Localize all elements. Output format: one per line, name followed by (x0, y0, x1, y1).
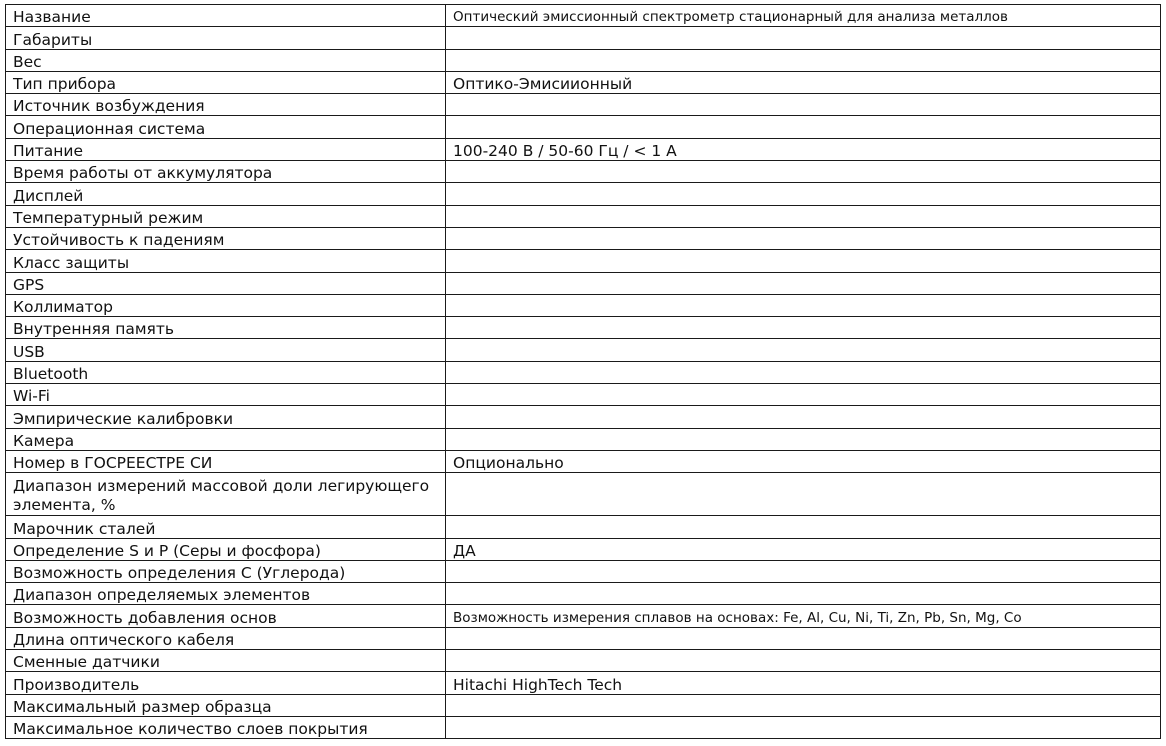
row-label: Возможность определения С (Углерода) (6, 560, 446, 582)
row-value (446, 161, 1161, 183)
row-value (446, 516, 1161, 538)
row-label: GPS (6, 272, 446, 294)
table-row (6, 294, 1161, 316)
table-row (6, 71, 1161, 93)
row-label: Название (6, 5, 446, 27)
row-value: Опционально (446, 450, 1161, 472)
table-row (6, 183, 1161, 205)
row-value (446, 49, 1161, 71)
table-row (6, 473, 1161, 516)
row-value: Оптико-Эмисиионный (446, 71, 1161, 93)
table-row (6, 450, 1161, 472)
row-label: Bluetooth (6, 361, 446, 383)
table-row (6, 161, 1161, 183)
table-row (6, 627, 1161, 649)
row-value (446, 339, 1161, 361)
table-row (6, 672, 1161, 694)
table-row (6, 650, 1161, 672)
row-value: Возможность измерения сплавов на основах: Fe, Al, Cu, Ni, Ti, Zn, Pb, Sn, Mg, Co (446, 605, 1161, 627)
row-label: Сменные датчики (6, 650, 446, 672)
table-row (6, 428, 1161, 450)
row-label: Габариты (6, 27, 446, 49)
table-row (6, 538, 1161, 560)
row-value (446, 205, 1161, 227)
row-value (446, 27, 1161, 49)
row-label: Внутренняя память (6, 317, 446, 339)
row-label: Вес (6, 49, 446, 71)
row-label: Устойчивость к падениям (6, 227, 446, 249)
row-label: Дисплей (6, 183, 446, 205)
row-value (446, 116, 1161, 138)
row-value (446, 183, 1161, 205)
row-label: Определение S и P (Серы и фосфора) (6, 538, 446, 560)
table-row (6, 317, 1161, 339)
row-label: USB (6, 339, 446, 361)
table-row (6, 716, 1161, 738)
row-value (446, 406, 1161, 428)
row-value (446, 94, 1161, 116)
table-row (6, 138, 1161, 160)
table-row (6, 361, 1161, 383)
table-row (6, 116, 1161, 138)
table-row (6, 94, 1161, 116)
row-value (446, 428, 1161, 450)
row-value (446, 361, 1161, 383)
row-value (446, 384, 1161, 406)
row-value (446, 627, 1161, 649)
table-row (6, 5, 1161, 27)
row-value (446, 583, 1161, 605)
row-value (446, 250, 1161, 272)
row-value (446, 694, 1161, 716)
row-label: Максимальный размер образца (6, 694, 446, 716)
row-label: Диапазон определяемых элементов (6, 583, 446, 605)
row-value (446, 227, 1161, 249)
table-row (6, 694, 1161, 716)
row-label: Температурный режим (6, 205, 446, 227)
table-row (6, 560, 1161, 582)
table-row (6, 250, 1161, 272)
table-row (6, 227, 1161, 249)
row-label: Камера (6, 428, 446, 450)
row-label: Номер в ГОСРЕЕСТРЕ СИ (6, 450, 446, 472)
row-label: Эмпирические калибровки (6, 406, 446, 428)
row-value: Hitachi HighTech Tech (446, 672, 1161, 694)
table-row (6, 583, 1161, 605)
spec-sheet (5, 4, 1161, 739)
row-value: 100-240 В / 50-60 Гц / < 1 А (446, 138, 1161, 160)
row-value (446, 294, 1161, 316)
row-value (446, 650, 1161, 672)
row-label: Источник возбуждения (6, 94, 446, 116)
specifications-table (5, 4, 1161, 739)
row-value (446, 716, 1161, 738)
table-row (6, 339, 1161, 361)
table-row (6, 27, 1161, 49)
row-value (446, 272, 1161, 294)
row-value: ДА (446, 538, 1161, 560)
table-row (6, 605, 1161, 627)
table-row (6, 205, 1161, 227)
row-label: Диапазон измерений массовой доли легирующего элемента, % (6, 473, 446, 516)
row-label: Возможность добавления основ (6, 605, 446, 627)
row-label: Максимальное количество слоев покрытия (6, 716, 446, 738)
table-row (6, 384, 1161, 406)
row-label: Операционная система (6, 116, 446, 138)
table-row (6, 272, 1161, 294)
row-label: Время работы от аккумулятора (6, 161, 446, 183)
row-value (446, 317, 1161, 339)
row-label: Марочник сталей (6, 516, 446, 538)
row-label: Класс защиты (6, 250, 446, 272)
row-value (446, 560, 1161, 582)
row-label: Коллиматор (6, 294, 446, 316)
row-label: Длина оптического кабеля (6, 627, 446, 649)
table-row (6, 516, 1161, 538)
row-value (446, 473, 1161, 516)
table-row (6, 49, 1161, 71)
row-label: Производитель (6, 672, 446, 694)
row-value: Оптический эмиссионный спектрометр стационарный для анализа металлов (446, 5, 1161, 27)
table-row (6, 406, 1161, 428)
row-label: Питание (6, 138, 446, 160)
row-label: Тип прибора (6, 71, 446, 93)
row-label: Wi-Fi (6, 384, 446, 406)
